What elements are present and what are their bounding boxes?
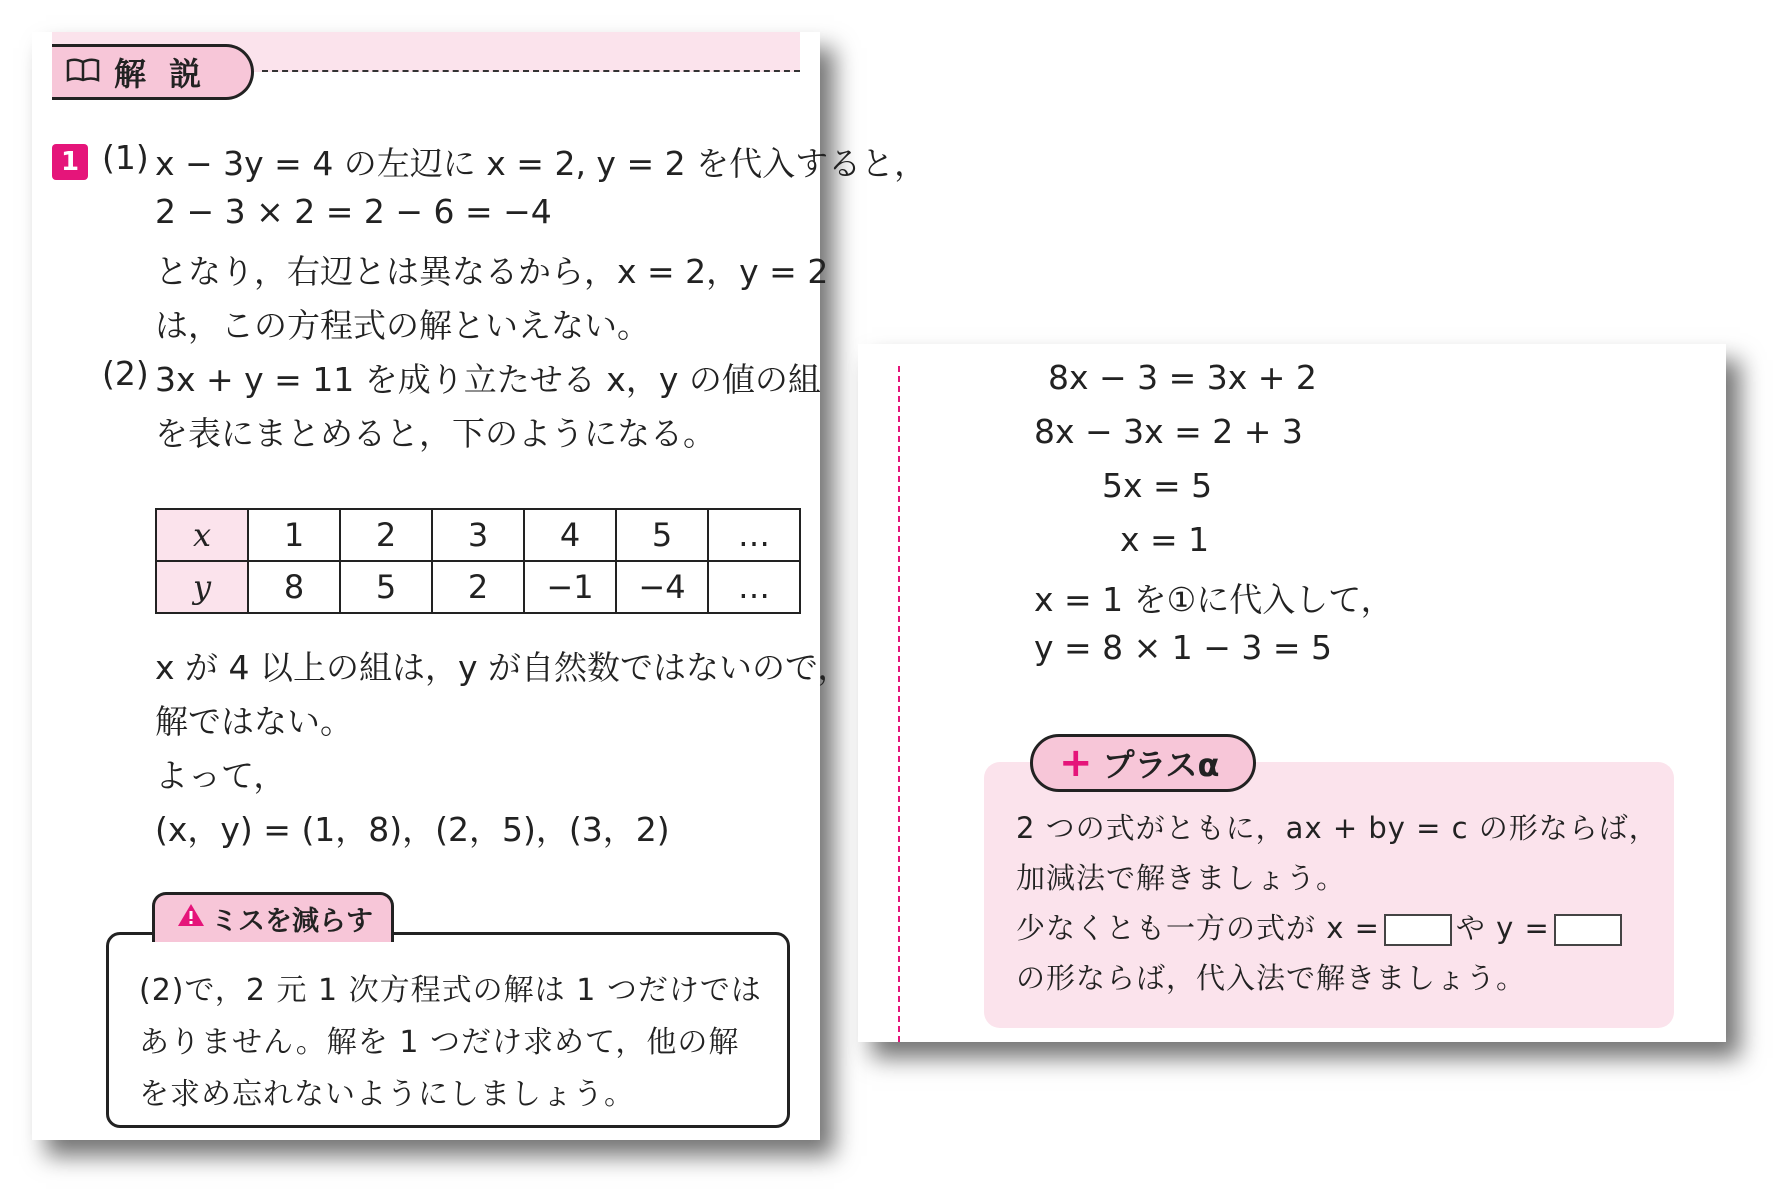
part2-line1: 3x + y = 11 を成り立たせる x，y の値の組 (155, 360, 821, 399)
after-table-line4: (x，y) = (1，8)，(2，5)，(3，2) (155, 810, 670, 849)
part2-number: (2) (102, 354, 149, 393)
miss-line3: を求め忘れないようにしましょう。 (139, 1077, 635, 1112)
table-cell: 5 (616, 509, 708, 561)
table-cell: … (708, 509, 800, 561)
plus-line3-b: や y = (1455, 911, 1550, 945)
step-3: 5x = 5 (1102, 466, 1213, 505)
plus-icon: + (1059, 740, 1093, 786)
table-header-y: y (156, 561, 248, 613)
miss-title: ミスを減らす (211, 906, 373, 937)
plus-line1: 2 つの式がともに，ax + by = c の形ならば， (1016, 811, 1659, 845)
table-header-x: x (156, 509, 248, 561)
after-table-line1: x が 4 以上の組は，y が自然数ではないので， (155, 648, 851, 687)
table-cell: 5 (340, 561, 432, 613)
after-table-line2: 解ではない。 (155, 702, 353, 741)
right-margin-line (898, 366, 900, 1042)
header-dash-line (262, 70, 800, 72)
plus-tab (1030, 734, 1256, 792)
table-cell: 8 (248, 561, 340, 613)
book-icon (66, 57, 100, 87)
table-cell: 3 (432, 509, 524, 561)
table-cell: 2 (432, 561, 524, 613)
table-row-x (156, 509, 800, 561)
problem-number-badge: 1 (52, 144, 88, 180)
table-cell: −1 (524, 561, 616, 613)
blank-box (1554, 914, 1622, 946)
plus-line4: の形ならば，代入法で解きましょう。 (1016, 961, 1527, 995)
table-cell: 2 (340, 509, 432, 561)
miss-tab (152, 892, 394, 942)
after-table-line3: よって， (155, 756, 287, 795)
table-cell: … (708, 561, 800, 613)
xy-value-table (155, 508, 801, 614)
part2-line2: を表にまとめると，下のようになる。 (155, 414, 716, 453)
part1-number: (1) (102, 138, 149, 177)
table-cell: −4 (616, 561, 708, 613)
part1-line3: となり，右辺とは異なるから，x = 2，y = 2 (155, 252, 829, 291)
plus-title: プラスα (1102, 746, 1220, 784)
step-5: x = 1 を①に代入して， (1034, 580, 1394, 619)
step-2: 8x − 3x = 2 + 3 (1034, 412, 1303, 451)
step-1: 8x − 3 = 3x + 2 (1048, 358, 1317, 397)
miss-box (106, 932, 790, 1128)
blank-box (1384, 914, 1452, 946)
table-cell: 1 (248, 509, 340, 561)
step-4: x = 1 (1120, 520, 1210, 559)
plus-line2: 加減法で解きましょう。 (1016, 861, 1347, 895)
plus-line3-a: 少なくとも一方の式が x = (1016, 911, 1380, 945)
miss-line2: ありません。解を 1 つだけ求めて，他の解 (139, 1025, 740, 1060)
part1-line1: x − 3y = 4 の左辺に x = 2, y = 2 を代入すると， (155, 144, 928, 183)
part1-line2: 2 − 3 × 2 = 2 − 6 = −4 (155, 192, 552, 231)
table-cell: 4 (524, 509, 616, 561)
header-label: 解 説 (114, 55, 208, 93)
part1-line4: は，この方程式の解といえない。 (155, 306, 650, 345)
right-page (858, 344, 1726, 1042)
left-page (32, 32, 928, 1140)
miss-line1: (2)で，2 元 1 次方程式の解は 1 つだけでは (139, 973, 762, 1008)
header-pill (52, 44, 254, 100)
warning-icon (177, 902, 205, 935)
step-6: y = 8 × 1 − 3 = 5 (1034, 628, 1333, 667)
plus-line3 (1016, 906, 1626, 947)
table-row-y (156, 561, 800, 613)
